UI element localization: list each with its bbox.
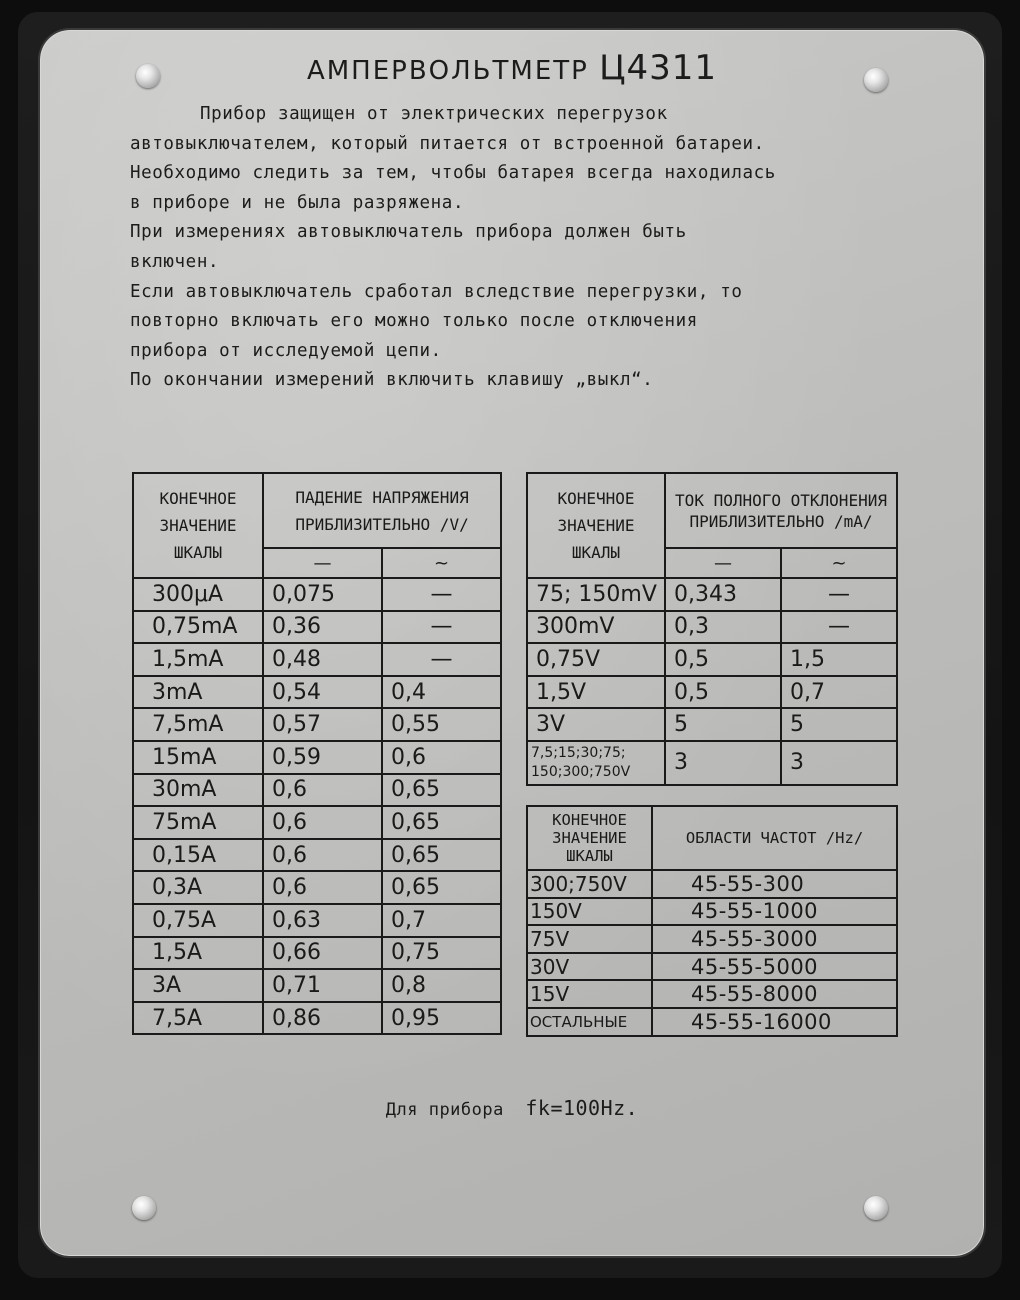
screw-bottom-left bbox=[132, 1196, 156, 1220]
range-cell: 300μA bbox=[133, 578, 263, 611]
ac-cell: 0,7 bbox=[781, 676, 897, 709]
dc-cell: 0,63 bbox=[263, 904, 382, 937]
frequency-cell: 45-55-16000 bbox=[652, 1008, 897, 1036]
instructions-text bbox=[130, 100, 910, 396]
table-row bbox=[133, 774, 501, 807]
instruction-line: По окончании измерений включить клавишу „выкл“. bbox=[130, 370, 654, 391]
ac-cell: 0,6 bbox=[382, 741, 501, 774]
range-line: 150;300;750V bbox=[531, 763, 631, 780]
range-cell: 75; 150mV bbox=[527, 578, 665, 611]
table-row bbox=[133, 871, 501, 904]
range-cell: 0,15A bbox=[133, 839, 263, 872]
range-cell: 0,75A bbox=[133, 904, 263, 937]
range-cell: 3A bbox=[133, 969, 263, 1002]
ac-cell: 5 bbox=[781, 708, 897, 741]
range-cell: 15V bbox=[527, 980, 652, 1008]
range-cell: 0,75V bbox=[527, 643, 665, 676]
dc-cell: 0,86 bbox=[263, 1002, 382, 1035]
dc-cell: 0,3 bbox=[665, 611, 781, 644]
footer-value: =100Hz. bbox=[550, 1096, 639, 1120]
table-row bbox=[527, 741, 897, 785]
range-cell: 0,3A bbox=[133, 871, 263, 904]
range-cell: 7,5mA bbox=[133, 708, 263, 741]
dc-cell: 3 bbox=[665, 741, 781, 785]
table-row bbox=[133, 1002, 501, 1035]
title-text: АМПЕРВОЛЬТМЕТР bbox=[306, 56, 589, 86]
range-cell: 75V bbox=[527, 925, 652, 953]
plate-title bbox=[40, 48, 984, 88]
dc-cell: 0,5 bbox=[665, 643, 781, 676]
dc-cell: 0,48 bbox=[263, 643, 382, 676]
instruction-line: в приборе и не была разряжена. bbox=[130, 192, 465, 213]
range-cell: 15mA bbox=[133, 741, 263, 774]
model-number: Ц4311 bbox=[599, 48, 718, 88]
dc-symbol: — bbox=[665, 548, 781, 578]
range-cell: 1,5mA bbox=[133, 643, 263, 676]
range-cell: 7,5A bbox=[133, 1002, 263, 1035]
ac-cell: 0,95 bbox=[382, 1002, 501, 1035]
full-scale-current-table bbox=[526, 472, 898, 786]
footer-symbol: fk bbox=[525, 1096, 551, 1120]
table-row bbox=[527, 643, 897, 676]
dc-symbol: — bbox=[263, 548, 382, 578]
ac-symbol: ~ bbox=[382, 548, 501, 578]
table-row bbox=[133, 839, 501, 872]
header-range: КОНЕЧНОЕ ЗНАЧЕНИЕ ШКАЛЫ bbox=[133, 473, 263, 578]
ac-cell: — bbox=[781, 578, 897, 611]
dc-cell: 0,54 bbox=[263, 676, 382, 709]
table-row bbox=[527, 578, 897, 611]
table-row bbox=[133, 611, 501, 644]
table-row bbox=[527, 708, 897, 741]
dc-cell: 0,71 bbox=[263, 969, 382, 1002]
header-range: КОНЕЧНОЕ ЗНАЧЕНИЕ ШКАЛЫ bbox=[527, 473, 665, 578]
frequency-cell: 45-55-300 bbox=[652, 870, 897, 898]
table-row bbox=[527, 1008, 897, 1036]
range-cell: ОСТАЛЬНЫЕ bbox=[527, 1008, 652, 1036]
range-cell: 3mA bbox=[133, 676, 263, 709]
range-cell: 300;750V bbox=[527, 870, 652, 898]
header-current: ТОК ПОЛНОГО ОТКЛОНЕНИЯ ПРИБЛИЗИТЕЛЬНО /mA/ bbox=[665, 473, 897, 548]
instruction-line: Если автовыключатель сработал вследствие перегрузки, то bbox=[130, 281, 743, 302]
ac-cell: 0,65 bbox=[382, 871, 501, 904]
frequency-cell: 45-55-5000 bbox=[652, 953, 897, 981]
header-voltage-drop: ПАДЕНИЕ НАПРЯЖЕНИЯ ПРИБЛИЗИТЕЛЬНО /V/ bbox=[263, 473, 501, 548]
frequency-cell: 45-55-8000 bbox=[652, 980, 897, 1008]
range-line: 7,5;15;30;75; bbox=[531, 744, 626, 761]
ac-cell: 0,65 bbox=[382, 839, 501, 872]
range-cell bbox=[527, 741, 665, 785]
frequency-cell: 45-55-3000 bbox=[652, 925, 897, 953]
header-frequency: ОБЛАСТИ ЧАСТОТ /Hz/ bbox=[652, 806, 897, 870]
table-row bbox=[527, 870, 897, 898]
ac-cell: 0,55 bbox=[382, 708, 501, 741]
footer-prefix: Для прибора bbox=[385, 1100, 504, 1120]
table-row bbox=[133, 904, 501, 937]
instruction-line: Прибор защищен от электрических перегрузок bbox=[200, 104, 668, 124]
ac-symbol: ~ bbox=[781, 548, 897, 578]
dc-cell: 0,6 bbox=[263, 806, 382, 839]
range-cell: 1,5A bbox=[133, 937, 263, 970]
table-row bbox=[133, 676, 501, 709]
ac-cell: 0,7 bbox=[382, 904, 501, 937]
ac-cell: 0,4 bbox=[382, 676, 501, 709]
header-range: КОНЕЧНОЕ ЗНАЧЕНИЕ ШКАЛЫ bbox=[527, 806, 652, 870]
table-row bbox=[527, 953, 897, 981]
screw-bottom-right bbox=[864, 1196, 888, 1220]
table-row bbox=[133, 741, 501, 774]
range-cell: 3V bbox=[527, 708, 665, 741]
dc-cell: 0,6 bbox=[263, 871, 382, 904]
table-row bbox=[527, 611, 897, 644]
dc-cell: 0,59 bbox=[263, 741, 382, 774]
table-row bbox=[133, 969, 501, 1002]
instruction-line: включен. bbox=[130, 251, 220, 272]
dc-cell: 0,6 bbox=[263, 774, 382, 807]
frequency-range-table bbox=[526, 805, 898, 1037]
table-row bbox=[527, 925, 897, 953]
instruction-line: автовыключателем, который питается от встроенной батареи. bbox=[130, 133, 765, 154]
ac-cell: 0,8 bbox=[382, 969, 501, 1002]
range-cell: 30mA bbox=[133, 774, 263, 807]
voltage-drop-table bbox=[132, 472, 502, 1035]
range-cell: 150V bbox=[527, 898, 652, 926]
ac-cell: 1,5 bbox=[781, 643, 897, 676]
table-row bbox=[133, 578, 501, 611]
table-row bbox=[133, 937, 501, 970]
instruction-line: Необходимо следить за тем, чтобы батарея всегда находилась bbox=[130, 163, 776, 184]
dc-cell: 0,57 bbox=[263, 708, 382, 741]
dc-cell: 0,343 bbox=[665, 578, 781, 611]
range-cell: 75mA bbox=[133, 806, 263, 839]
ac-cell: 0,65 bbox=[382, 806, 501, 839]
range-cell: 30V bbox=[527, 953, 652, 981]
dc-cell: 0,075 bbox=[263, 578, 382, 611]
info-plate bbox=[40, 30, 984, 1256]
ac-cell: 0,65 bbox=[382, 774, 501, 807]
frequency-cell: 45-55-1000 bbox=[652, 898, 897, 926]
ac-cell: — bbox=[382, 578, 501, 611]
ac-cell: — bbox=[382, 643, 501, 676]
instruction-line: При измерениях автовыключатель прибора должен быть bbox=[130, 222, 687, 243]
instruction-line: прибора от исследуемой цепи. bbox=[130, 340, 442, 361]
instruction-line: повторно включать его можно только после отключения bbox=[130, 311, 698, 332]
table-row bbox=[133, 643, 501, 676]
dc-cell: 0,6 bbox=[263, 839, 382, 872]
ac-cell: 3 bbox=[781, 741, 897, 785]
footer-note bbox=[40, 1096, 984, 1120]
range-cell: 0,75mA bbox=[133, 611, 263, 644]
table-row bbox=[527, 980, 897, 1008]
dc-cell: 0,36 bbox=[263, 611, 382, 644]
ac-cell: — bbox=[781, 611, 897, 644]
ac-cell: 0,75 bbox=[382, 937, 501, 970]
dc-cell: 5 bbox=[665, 708, 781, 741]
table-row bbox=[133, 806, 501, 839]
range-cell: 300mV bbox=[527, 611, 665, 644]
dc-cell: 0,5 bbox=[665, 676, 781, 709]
table-row bbox=[133, 708, 501, 741]
range-cell: 1,5V bbox=[527, 676, 665, 709]
table-row bbox=[527, 676, 897, 709]
table-row bbox=[527, 898, 897, 926]
dc-cell: 0,66 bbox=[263, 937, 382, 970]
ac-cell: — bbox=[382, 611, 501, 644]
